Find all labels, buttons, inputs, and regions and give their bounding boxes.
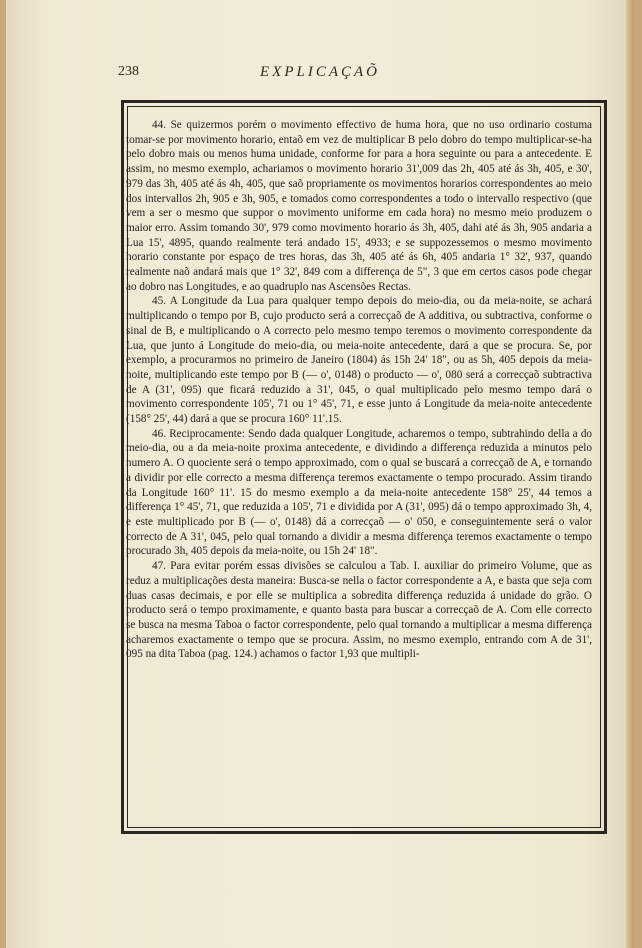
page-number: 238 [118, 64, 139, 79]
paragraph-number: 45. [152, 295, 166, 308]
paragraph-44 [126, 118, 592, 294]
running-head: EXPLICAÇAÕ [260, 64, 380, 80]
paragraph-number: 47. [152, 560, 166, 573]
paragraph-47 [126, 559, 592, 662]
paragraph-text: Para evitar porém essas divisões se calculou a Tab. I. auxiliar do primeiro Volume, que as reduz a multiplicações desta maneira: Busca-se nella o factor correspondente a A, e basta que seja com duas casas decimais, e por elle se multiplica a sobredita differença reduzida á unidade do grão. O producto será o tempo proximamente, e quanto basta para buscar a correcçaõ de A. Com elle correcto se busca na mesma Taboa o factor correspondente, pelo qual tornando a multiplicar a mesma differença acharemos exactamente o tempo que se procura. Assim, no mesmo exemplo, entrando com A de 31', 095 na dita Taboa (pag. 124.) achamos o factor 1,93 que multipli- [126, 560, 592, 661]
body-text [126, 118, 592, 662]
page-edge [626, 0, 634, 948]
paragraph-number: 44. [152, 119, 166, 131]
paragraph-45 [126, 294, 592, 426]
paragraph-text: Reciprocamente: Sendo dada qualquer Longitude, acharemos o tempo, subtrahindo della a do meio-dia, ou a da meia-noite proxima antecedente, e dividindo a differença reduzida a minutos pelo numero A. O quociente será o tempo approximado, com o qual se buscará a correcçaõ de A, e tornando a dividir por elle correcto a mesma differença teremos exactamente o tempo procurado. Assim tirando da Longitude 160° 11'. 15 do mesmo exemplo a da meia-noite antecedente 158° 25', 44 temos a differença 1° 45', 71, que reduzida a 105', 71 e dividida por A (31', 095) dá o tempo approximado 3h, 4, e este multiplicado por B (— o', 0148) dá a correcçaõ — o' 050, e conseguintemente será o valor correcto de A 31', 045, pelo qual tornando a dividir a mesma differença teremos exactamente o tempo procurado 3h, 405 depois da meia-noite, ou 15h 24' 18". [126, 427, 593, 558]
paragraph-text: A Longitude da Lua para qualquer tempo depois do meio-dia, ou da meia-noite, se achará multiplicando o tempo por B, cujo producto será a correcçaõ de A additiva, ou subtractiva, conforme o sinal de B, e multiplicando o A correcto pelo mesmo tempo teremos o movimento correspondente da Lua, que junto á Longitude do meio-dia, ou meia-noite antecedente, dará a que se procura. Se, por exemplo, a procurarmos no primeiro de Janeiro (1804) ás 15h 24' 18", ou as 5h, 405 depois da meia-noite, multiplicando este tempo por B (— o', 0148) o producto — o', 080 será a correcçaõ subtractiva de A (31', 095) que ficará reduzido a 31', 045, o qual multiplicado pelo mesmo tempo dará o movimento correspondente 105', 71 ou 1° 45', 71, e esse junto á Longitude da meia-noite antecedente (158° 25', 44) dará a que se procura 160° 11'.15. [126, 295, 592, 426]
paragraph-number: 46. [152, 427, 166, 440]
book-page [6, 0, 634, 948]
paragraph-46 [126, 427, 592, 559]
paragraph-text: Se quizermos porém o movimento effectivo de huma hora, que no uso ordinario costuma tomar-se por movimento horario, entaõ em vez de multiplicar B pelo dobro do tempo multiplicar-se-ha pelo dobro mais ou menos huma unidade, conforme for para a hora seguinte ou para a antecedente. E assim, no mesmo exemplo, achariamos o movimento horario 31',009 das 2h, 405 até ás 3h, 405, e 30', 979 das 3h, 405 até ás 4h, 405, que saõ propriamente os movimentos horarios correspondentes ao meio dos intervallos 2h, 905 e 3h, 905, e tomados como correspondentes a todo o intervallo respectivo (que vem a ser o mesmo que suppor o movimento uniforme em cada hora) no mesmo meio produzem o maior erro. Assim tomando 30', 979 como movimento horario ás 3h, 405, dahi até ás 3h, 905 andaria a Lua 15', 4895, quando realmente terá andado 15', 4933; e se suppozessemos o mesmo movimento horario constante por espaço de tres horas, das 3h, 405 até ás 6h, 405 andaria 1° 32', 937, quando realmente naõ andará mais que 1° 32', 849 com a differença de 5", 3 que em certos casos pode chegar ao dobro nas Longitudes, e ao quadruplo nas Ascensões Rectas. [126, 119, 592, 293]
page-header [6, 64, 634, 84]
